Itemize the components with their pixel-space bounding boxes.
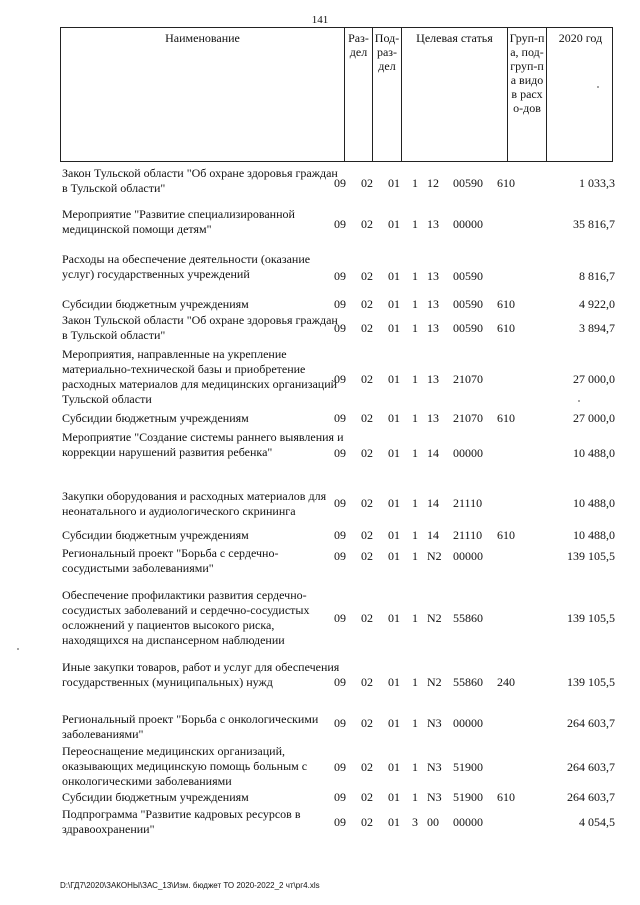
cell-sum: 27 000,0 [573, 411, 615, 425]
cell-t1: 01 [388, 411, 400, 425]
file-path-footer: D:\ГД7\2020\ЗАКОНЫ\ЗАС_13\Изм. бюджет ТО 2020-2022_2 чт\рг4.xls [60, 881, 320, 890]
cell-pr: 02 [361, 611, 373, 625]
cell-pr: 02 [361, 716, 373, 730]
cell-rz: 09 [334, 446, 346, 460]
cell-t2: 1 [412, 716, 418, 730]
cell-t3: 14 [427, 496, 439, 510]
cell-pr: 02 [361, 815, 373, 829]
row-name: Обеспечение профилактики развития сердечно-сосудистых заболеваний и сердечно-сосудистых осложнений у пациентов высокого риска, находящихся на диспансерном наблюдении [62, 588, 310, 647]
cell-t3: N3 [427, 790, 442, 804]
cell-sum: 139 105,5 [567, 675, 615, 689]
cell-t3: 13 [427, 411, 439, 425]
cell-pr: 02 [361, 372, 373, 386]
header-target: Целевая статья [416, 31, 493, 45]
header-year: 2020 год [558, 31, 603, 45]
cell-t1: 01 [388, 716, 400, 730]
cell-t1: 01 [388, 675, 400, 689]
cell-rz: 09 [334, 217, 346, 231]
row-name: Закупки оборудования и расходных материалов для неонатального и аудиологического скрининга [62, 489, 327, 518]
cell-t2: 1 [412, 496, 418, 510]
cell-t4: 00000 [453, 549, 483, 563]
cell-t3: 14 [427, 446, 439, 460]
cell-rz: 09 [334, 496, 346, 510]
cell-t4: 00000 [453, 815, 483, 829]
cell-rz: 09 [334, 372, 346, 386]
cell-rz: 09 [334, 297, 346, 311]
cell-t4: 55860 [453, 675, 483, 689]
cell-rz: 09 [334, 790, 346, 804]
header-podrazdel-col [372, 28, 401, 161]
cell-t1: 01 [388, 217, 400, 231]
cell-t2: 1 [412, 611, 418, 625]
cell-t2: 1 [412, 760, 418, 774]
cell-t4: 00000 [453, 446, 483, 460]
cell-t1: 01 [388, 611, 400, 625]
cell-sum: 3 894,7 [579, 321, 615, 335]
cell-t4: 00590 [453, 321, 483, 335]
row-name: Закон Тульской области "Об охране здоровья граждан в Тульской области" [62, 313, 338, 342]
cell-pr: 02 [361, 528, 373, 542]
cell-sum: 10 488,0 [573, 528, 615, 542]
header-razdel-col [344, 28, 372, 161]
cell-t4: 51900 [453, 790, 483, 804]
cell-t1: 01 [388, 446, 400, 460]
cell-t1: 01 [388, 297, 400, 311]
header-group: Груп-па, под-груп-па видов расхо-дов [509, 31, 545, 115]
cell-t4: 51900 [453, 760, 483, 774]
cell-vr: 610 [497, 411, 515, 425]
header-name-col [61, 28, 344, 161]
cell-t4: 00000 [453, 217, 483, 231]
cell-rz: 09 [334, 760, 346, 774]
cell-rz: 09 [334, 528, 346, 542]
row-name: Мероприятие "Создание системы раннего выявления и коррекции нарушений развития ребенка" [62, 430, 344, 459]
cell-vr: 610 [497, 297, 515, 311]
cell-vr: 610 [497, 321, 515, 335]
cell-rz: 09 [334, 321, 346, 335]
cell-t3: 14 [427, 528, 439, 542]
cell-sum: 264 603,7 [567, 716, 615, 730]
cell-t4: 21110 [453, 496, 483, 510]
cell-sum: 35 816,7 [573, 217, 615, 231]
cell-pr: 02 [361, 496, 373, 510]
cell-pr: 02 [361, 760, 373, 774]
header-year-col [546, 28, 614, 161]
cell-t1: 01 [388, 790, 400, 804]
cell-t2: 1 [412, 176, 418, 190]
row-name: Иные закупки товаров, работ и услуг для обеспечения государственных (муниципальных) нужд [62, 660, 340, 689]
cell-sum: 139 105,5 [567, 549, 615, 563]
row-name: Региональный проект "Борьба с сердечно-сосудистыми заболеваниями" [62, 546, 279, 575]
cell-t1: 01 [388, 321, 400, 335]
row-name: Мероприятие "Развитие специализированной медицинской помощи детям" [62, 207, 295, 236]
cell-rz: 09 [334, 269, 346, 283]
row-name: Региональный проект "Борьба с онкологическими заболеваниями" [62, 712, 319, 741]
cell-t4: 55860 [453, 611, 483, 625]
cell-pr: 02 [361, 269, 373, 283]
row-name: Субсидии бюджетным учреждениям [62, 790, 249, 804]
cell-t4: 21070 [453, 411, 483, 425]
cell-rz: 09 [334, 716, 346, 730]
cell-pr: 02 [361, 297, 373, 311]
cell-t1: 01 [388, 760, 400, 774]
cell-t4: 00590 [453, 269, 483, 283]
cell-sum: 139 105,5 [567, 611, 615, 625]
cell-t3: 13 [427, 321, 439, 335]
cell-t4: 00000 [453, 716, 483, 730]
cell-pr: 02 [361, 549, 373, 563]
cell-pr: 02 [361, 446, 373, 460]
header-podrazdel: Под-раз-дел [374, 31, 400, 73]
cell-sum: 27 000,0 [573, 372, 615, 386]
cell-vr: 610 [497, 528, 515, 542]
cell-t3: 13 [427, 269, 439, 283]
row-name: Переоснащение медицинских организаций, оказывающих медицинскую помощь больным с онкологическими заболеваниями [62, 744, 308, 788]
cell-vr: 610 [497, 790, 515, 804]
cell-sum: 4 922,0 [579, 297, 615, 311]
cell-pr: 02 [361, 176, 373, 190]
header-group-col [507, 28, 546, 161]
cell-t3: 13 [427, 217, 439, 231]
cell-rz: 09 [334, 411, 346, 425]
row-name: Субсидии бюджетным учреждениям [62, 297, 249, 311]
row-name: Закон Тульской области "Об охране здоровья граждан в Тульской области" [62, 166, 338, 195]
cell-t1: 01 [388, 496, 400, 510]
cell-t3: N2 [427, 675, 442, 689]
cell-t4: 21070 [453, 372, 483, 386]
cell-t1: 01 [388, 528, 400, 542]
cell-t2: 1 [412, 790, 418, 804]
cell-t2: 1 [412, 549, 418, 563]
header-razdel: Раз-дел [348, 31, 369, 59]
cell-t2: 1 [412, 528, 418, 542]
cell-pr: 02 [361, 217, 373, 231]
cell-pr: 02 [361, 790, 373, 804]
scan-speck [17, 648, 19, 650]
scan-speck [597, 86, 599, 88]
cell-sum: 264 603,7 [567, 790, 615, 804]
cell-sum: 10 488,0 [573, 446, 615, 460]
scan-speck [578, 400, 580, 402]
cell-pr: 02 [361, 675, 373, 689]
cell-t3: N3 [427, 716, 442, 730]
cell-rz: 09 [334, 675, 346, 689]
cell-pr: 02 [361, 321, 373, 335]
cell-rz: 09 [334, 176, 346, 190]
cell-t2: 1 [412, 269, 418, 283]
cell-vr: 610 [497, 176, 515, 190]
cell-t4: 00590 [453, 176, 483, 190]
cell-sum: 8 816,7 [579, 269, 615, 283]
cell-rz: 09 [334, 611, 346, 625]
cell-sum: 1 033,3 [579, 176, 615, 190]
cell-t3: N3 [427, 760, 442, 774]
cell-sum: 10 488,0 [573, 496, 615, 510]
cell-t2: 1 [412, 411, 418, 425]
cell-t3: 13 [427, 297, 439, 311]
row-name: Подпрограмма "Развитие кадровых ресурсов в здравоохранении" [62, 807, 301, 836]
cell-pr: 02 [361, 411, 373, 425]
row-name: Субсидии бюджетным учреждениям [62, 528, 249, 542]
page-number: 141 [311, 14, 329, 26]
cell-t2: 3 [412, 815, 418, 829]
cell-rz: 09 [334, 815, 346, 829]
cell-t3: 13 [427, 372, 439, 386]
cell-t4: 21110 [453, 528, 483, 542]
cell-t2: 1 [412, 446, 418, 460]
cell-t1: 01 [388, 815, 400, 829]
cell-t1: 01 [388, 176, 400, 190]
cell-t2: 1 [412, 321, 418, 335]
cell-vr: 240 [497, 675, 515, 689]
cell-t3: 12 [427, 176, 439, 190]
cell-t2: 1 [412, 372, 418, 386]
cell-t3: 00 [427, 815, 439, 829]
cell-t4: 00590 [453, 297, 483, 311]
cell-t3: N2 [427, 549, 442, 563]
row-name: Мероприятия, направленные на укрепление материально-технической базы и приобретение расходных материалов для медицинских организаций Тульской области [62, 347, 338, 406]
cell-t1: 01 [388, 269, 400, 283]
cell-sum: 4 054,5 [579, 815, 615, 829]
cell-t1: 01 [388, 549, 400, 563]
cell-t2: 1 [412, 217, 418, 231]
table-header [60, 27, 613, 162]
cell-rz: 09 [334, 549, 346, 563]
header-target-col [401, 28, 507, 161]
cell-t3: N2 [427, 611, 442, 625]
header-name: Наименование [165, 31, 240, 45]
cell-t2: 1 [412, 675, 418, 689]
cell-t2: 1 [412, 297, 418, 311]
row-name: Расходы на обеспечение деятельности (оказание услуг) государственных учреждений [62, 252, 311, 281]
cell-sum: 264 603,7 [567, 760, 615, 774]
row-name: Субсидии бюджетным учреждениям [62, 411, 249, 425]
cell-t1: 01 [388, 372, 400, 386]
